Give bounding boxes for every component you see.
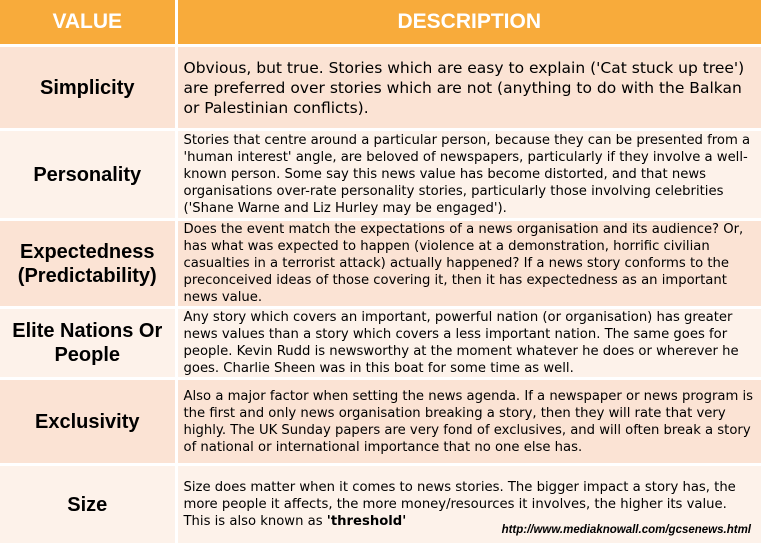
table-header-row	[0, 0, 761, 46]
description-cell: Also a major factor when setting the news agenda. If a newspaper or news program is the first and only news organisation breaking a story, then they will rate that very highly. The UK Sunday papers are very fond of exclusives, and will often break a story of national or international importance that no one else has.	[176, 379, 761, 465]
value-cell: Simplicity	[0, 46, 176, 130]
table-row	[0, 308, 761, 379]
source-url-link[interactable]: http://www.mediaknowall.com/gcsenews.html	[501, 524, 751, 536]
value-cell: Expectedness (Predictability)	[0, 220, 176, 308]
table-row	[0, 379, 761, 465]
table-row	[0, 130, 761, 220]
description-cell: Obvious, but true. Stories which are easy to explain ('Cat stuck up tree') are preferred over stories which are not (anything to do with the Balkan or Palestinian conflicts).	[176, 46, 761, 130]
table-row	[0, 220, 761, 308]
description-cell: Stories that centre around a particular person, because they can be presented from a 'human interest' angle, are beloved of newspapers, particularly if they involve a well-known person. Some say this news value has become distorted, and that news organisations over-rate personality stories, particularly those involving celebrities ('Shane Warne and Liz Hurley may be engaged').	[176, 130, 761, 220]
header-description: DESCRIPTION	[176, 0, 761, 46]
header-value: VALUE	[0, 0, 176, 46]
table-row	[0, 46, 761, 130]
description-text: Size does matter when it comes to news stories. The bigger impact a story has, the more people it affects, the more money/resources it involves, the higher its value. This is also known as	[183, 480, 736, 529]
description-cell: Does the event match the expectations of a news organisation and its audience? Or, has what was expected to happen (violence at a demonstration, horrific civilian casualties in a terrorist attack) actually happened? If a news story conforms to the preconceived ideas of those covering it, then it has expectedness as an important news value.	[176, 220, 761, 308]
value-cell: Personality	[0, 130, 176, 220]
threshold-term: 'threshold'	[326, 514, 407, 529]
value-cell: Elite Nations Or People	[0, 308, 176, 379]
value-cell: Size	[0, 465, 176, 545]
description-cell: Any story which covers an important, powerful nation (or organisation) has greater news values than a story which covers a less important nation. The same goes for people. Kevin Rudd is newsworthy at the moment whatever he does or wherever he goes. Charlie Sheen was in this boat for some time as well.	[176, 308, 761, 379]
value-cell: Exclusivity	[0, 379, 176, 465]
